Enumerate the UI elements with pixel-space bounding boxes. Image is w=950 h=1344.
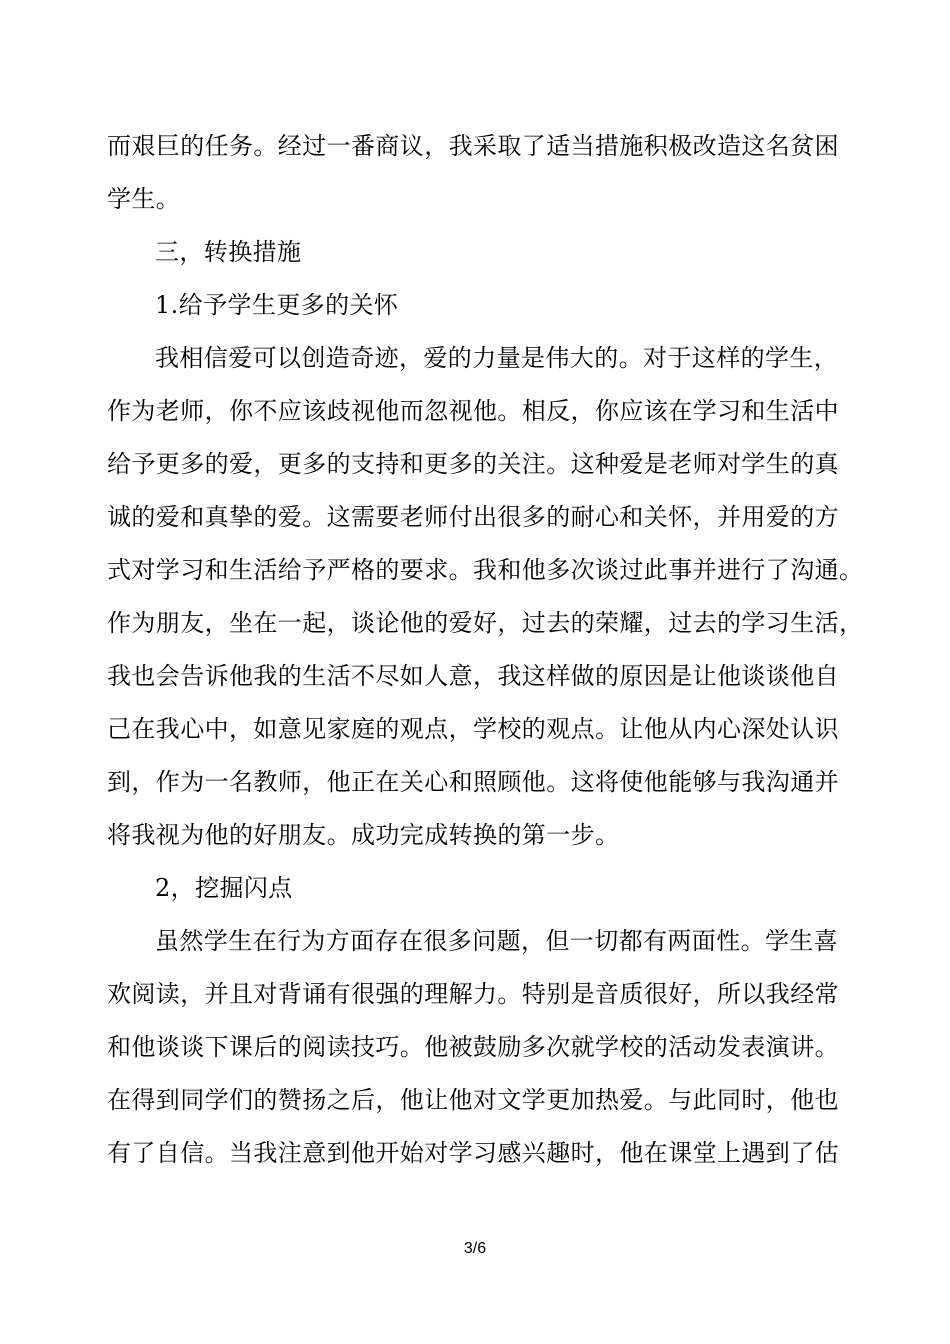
text-line: 己在我心中，如意见家庭的观点，学校的观点。让他从内心深处认识 — [107, 715, 839, 743]
page-number: 3/6 — [463, 1240, 487, 1257]
subsection-heading: 1.给予学生更多的关怀 — [155, 291, 399, 319]
text-line: 作为朋友，坐在一起，谈论他的爱好，过去的荣耀，过去的学习生活， — [107, 609, 864, 637]
document-body — [107, 120, 864, 1180]
text-line: 我相信爱可以创造奇迹，爱的力量是伟大的。对于这样的学生， — [155, 344, 839, 372]
text-line: 我也会告诉他我的生活不尽如人意，我这样做的原因是让他谈谈他自 — [107, 662, 839, 690]
section-heading: 三，转换措施 — [155, 238, 302, 266]
text-line: 和他谈谈下课后的阅读技巧。他被鼓励多次就学校的活动发表演讲。 — [107, 1033, 839, 1061]
text-line: 虽然学生在行为方面存在很多问题，但一切都有两面性。学生喜 — [155, 927, 839, 955]
text-line: 作为老师，你不应该歧视他而忽视他。相反，你应该在学习和生活中 — [107, 397, 839, 425]
text-line: 而艰巨的任务。经过一番商议，我采取了适当措施积极改造这名贫困 — [107, 132, 839, 160]
subsection-heading: 2，挖掘闪点 — [155, 874, 293, 902]
text-line: 欢阅读，并且对背诵有很强的理解力。特别是音质很好，所以我经常 — [107, 980, 839, 1008]
text-line: 给予更多的爱，更多的支持和更多的关注。这种爱是老师对学生的真 — [107, 450, 839, 478]
text-line: 在得到同学们的赞扬之后，他让他对文学更加热爱。与此同时，他也 — [107, 1086, 839, 1114]
text-line: 将我视为他的好朋友。成功完成转换的第一步。 — [107, 821, 620, 849]
text-line: 诚的爱和真挚的爱。这需要老师付出很多的耐心和关怀，并用爱的方 — [107, 503, 839, 531]
text-line: 到，作为一名教师，他正在关心和照顾他。这将使他能够与我沟通并 — [107, 768, 839, 796]
text-line: 式对学习和生活给予严格的要求。我和他多次谈过此事并进行了沟通。 — [107, 556, 864, 584]
text-line: 有了自信。当我注意到他开始对学习感兴趣时，他在课堂上遇到了估 — [107, 1139, 839, 1167]
text-line: 学生。 — [107, 185, 181, 213]
